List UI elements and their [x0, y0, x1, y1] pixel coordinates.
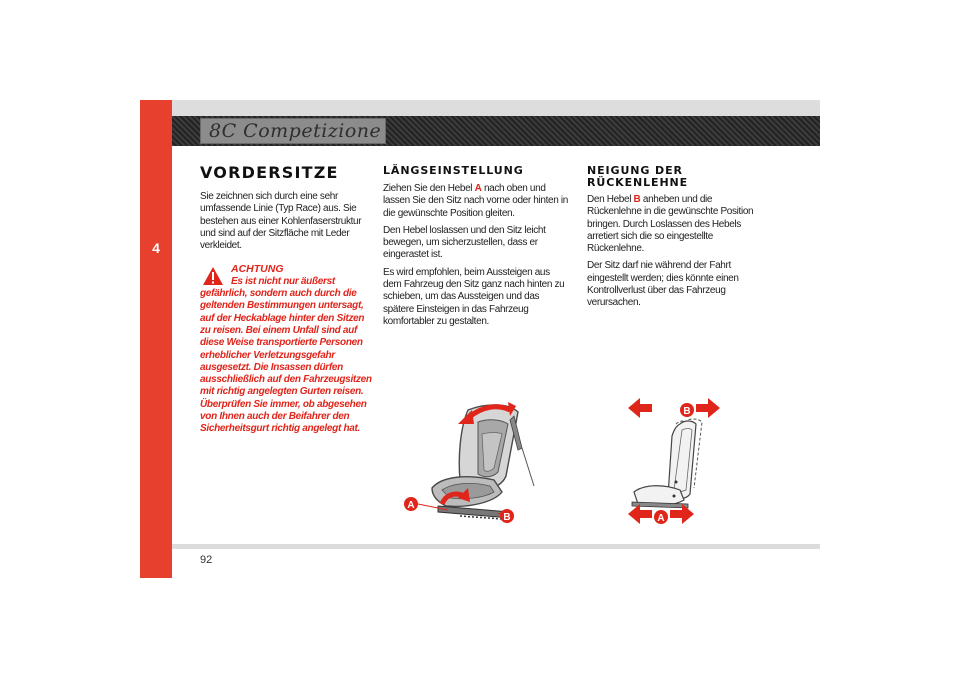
footer-rule [172, 544, 820, 549]
lever-b-ref: B [633, 194, 641, 205]
section-title-neigung-2: RÜCKENLEHNE [587, 176, 689, 189]
neigung-paragraph-2: Der Sitz darf nie während der Fahrt eingestellt werden; dies könnte einen Kontrollverlust über das Fahrzeug verursachen. [587, 260, 739, 309]
label-a-right: A [657, 513, 665, 524]
warning-triangle-icon [202, 266, 224, 286]
chapter-tab [140, 100, 172, 578]
label-b: B [503, 512, 511, 523]
warning-block [200, 263, 372, 435]
seat-illustration-recline [624, 396, 724, 528]
laengs-paragraph-1: Ziehen Sie den Hebel A nach oben und lassen Sie den Sitz nach vorne oder hinten in die gewünschte Position gleiten. [383, 183, 568, 219]
chapter-number: 4 [152, 240, 160, 256]
neigung-paragraph-1: Den Hebel B anheben und die Rückenlehne in die gewünschte Position bringen. Durch Loslassen des Hebels arretiert sich die so eingestellte Rückenlehne. [587, 194, 754, 255]
warning-title: ACHTUNG [231, 263, 284, 276]
laengs-paragraph-3: Es wird empfohlen, beim Aussteigen aus dem Fahrzeug den Sitz ganz nach hinten zu schieben, um das Aussteigen und das spätere Einsteigen in das Fahrzeug komfortabler zu gestalten. [383, 266, 565, 327]
label-a: A [407, 500, 415, 511]
intro-text: Sie zeichnen sich durch eine sehr umfassende Linie (Typ Race) aus. Sie bestehen aus einer Kohlenfaserstruktur und sind auf der Sitzfläche mit Leder verkleidet. [200, 191, 362, 252]
logo-text: 8C Competizione [209, 120, 382, 142]
section-title-laengs: LÄNGSEINSTELLUNG [383, 164, 524, 177]
seat-illustration-longitudinal [398, 388, 548, 530]
page-number: 92 [200, 554, 213, 566]
column-neigung [587, 165, 772, 310]
top-band [172, 100, 820, 116]
section-title: VORDERSITZE [200, 163, 339, 182]
label-b-right: B [683, 406, 691, 417]
laengs-paragraph-2: Den Hebel loslassen und den Sitz leicht bewegen, um sicherzustellen, dass er eingerastet ist. [383, 224, 546, 261]
column-vordersitze [200, 165, 372, 436]
column-laengseinstellung [383, 165, 573, 328]
brand-logo [200, 118, 386, 144]
section-title-neigung-1: NEIGUNG DER [587, 164, 683, 177]
warning-text-first: Es ist nicht nur äußerst [231, 275, 335, 287]
lever-a-ref: A [474, 183, 482, 194]
warning-text: gefährlich, sondern auch durch die geltenden Bestimmungen untersagt, auf der Heckablage hinter den Sitzen zu reisen. Bei einem Unfall sind auf diese Weise transportierte Personen erheblicher Verletzungsgefahr ausgesetzt. Die Insassen dürfen ausschließlich auf den Fahrzeugsitzen mit richtig angelegten Gurten reisen. Überprüfen Sie immer, ob abgesehen von Ihnen auch der Beifahrer den Sicherheitsgurt richtig angelegt hat. [200, 288, 372, 435]
